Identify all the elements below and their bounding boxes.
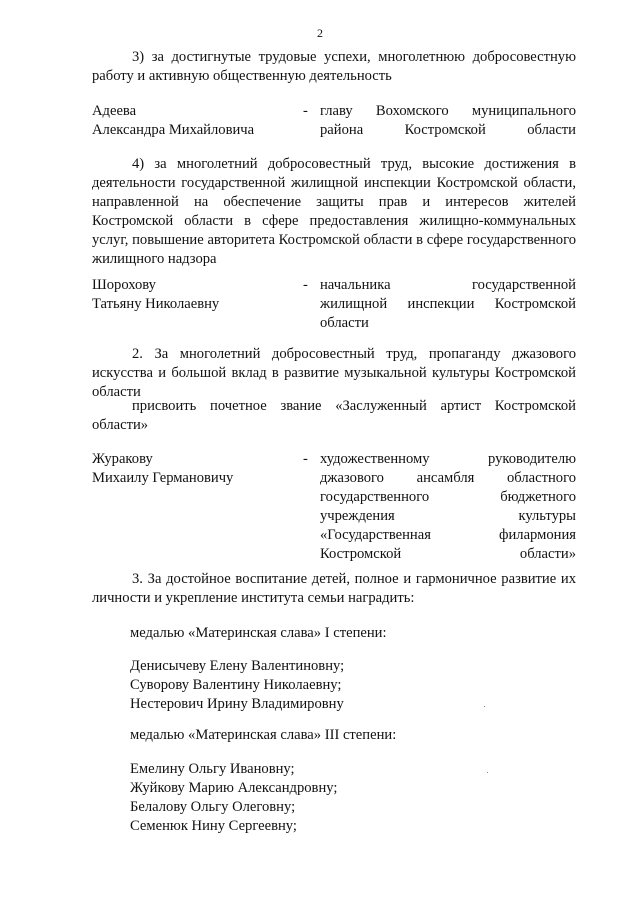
name-line: Татьяну Николаевну: [92, 296, 220, 312]
position-line: «Государственная филармония: [320, 527, 576, 543]
position-line: начальника государственной: [320, 277, 576, 293]
position-line: джазового ансамбля областного: [320, 470, 576, 486]
name-line: Журакову: [92, 451, 153, 467]
medal1-names: [130, 657, 344, 714]
scan-speck: [487, 772, 488, 773]
section2-assign: присвоить почетное звание «Заслуженный артист Костромской области»: [92, 398, 576, 433]
item3-awardee-name: [92, 102, 292, 140]
position-line: жилищной инспекции Костромской: [320, 296, 576, 312]
position-line: Костромской области»: [320, 546, 576, 562]
section2-awardee-position: [320, 450, 576, 564]
medal3-names: [130, 760, 337, 836]
name-line: Адеева: [92, 103, 137, 119]
position-line: учреждения культуры: [320, 508, 576, 524]
medal1-title: медалью «Материнская слава» I степени:: [130, 625, 387, 641]
dash: -: [303, 103, 308, 119]
list-item: Жуйкову Марию Александровну;: [130, 780, 338, 796]
name-line: Александра Михайловича: [92, 122, 255, 138]
item4-awardee-position: [320, 276, 576, 333]
item4-awardee-name: [92, 276, 292, 314]
section2-awardee-name: [92, 450, 292, 488]
item3-paragraph: 3) за достигнутые трудовые успехи, многолетнюю добросовестную работу и активную общественную деятельность: [92, 49, 576, 84]
position-line: района Костромской области: [320, 122, 576, 138]
name-line: Михаилу Германовичу: [92, 470, 234, 486]
list-item: Белалову Ольгу Олеговну;: [130, 799, 296, 815]
dash: -: [303, 451, 308, 467]
dash: -: [303, 277, 308, 293]
list-item: Суворову Валентину Николаевну;: [130, 677, 342, 693]
position-line: главу Вохомского муниципального: [320, 103, 576, 119]
list-item: Емелину Ольгу Ивановну;: [130, 761, 295, 777]
item4-paragraph: 4) за многолетний добросовестный труд, высокие достижения в деятельности государственной жилищной инспекции Костромской области, направленной на обеспечение защиты прав и интересов жителей Костромской области в сфере предоставления жилищно-коммунальных услуг, повышение авторитета Костромской области в сфере государственного жилищного надзора: [92, 156, 576, 267]
medal3-title: медалью «Материнская слава» III степени:: [130, 727, 397, 743]
section2-paragraph: 2. За многолетний добросовестный труд, пропаганду джазового искусства и большой вклад в развитие музыкальной культуры Костромской области: [92, 346, 576, 400]
list-item: Денисычеву Елену Валентиновну;: [130, 658, 345, 674]
list-item: Нестерович Ирину Владимировну: [130, 696, 344, 712]
section3-paragraph: 3. За достойное воспитание детей, полное и гармоничное развитие их личности и укрепление института семьи наградить:: [92, 571, 576, 606]
position-line: государственного бюджетного: [320, 489, 576, 505]
position-line: области: [320, 315, 369, 331]
position-line: художественному руководителю: [320, 451, 576, 467]
page-number: 2: [317, 26, 323, 40]
name-line: Шорохову: [92, 277, 156, 293]
scan-speck: [484, 706, 485, 707]
list-item: Семенюк Нину Сергеевну;: [130, 818, 297, 834]
item3-awardee-position: [320, 102, 576, 140]
